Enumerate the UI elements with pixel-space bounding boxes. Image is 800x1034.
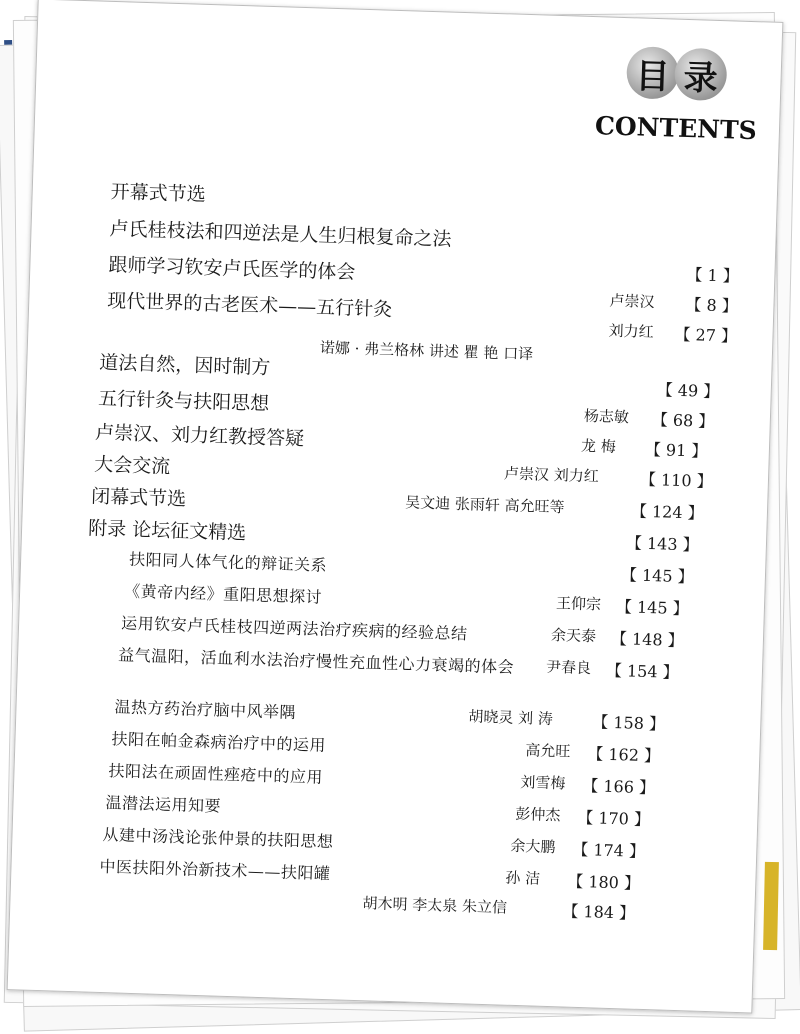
entry-title: 道法自然，因时制方: [99, 351, 271, 380]
entry-page: 【 145 】: [615, 596, 689, 619]
entry-page: 【 174 】: [572, 839, 646, 862]
entry-author: 王仰宗: [555, 594, 602, 614]
entry-title: 卢崇汉、刘力红教授答疑: [94, 421, 305, 451]
contents-page: [7, 0, 784, 1013]
entry-author: 杨志敏: [583, 406, 630, 427]
entry-page: 【 91 】: [644, 439, 708, 461]
entry-page: 【 8 】: [685, 295, 739, 316]
entry-title: 温潜法运用知要: [105, 793, 222, 816]
entry-page: 【 180 】: [567, 871, 641, 893]
entry-page: 【 166 】: [582, 776, 656, 798]
entry-title: 大会交流: [93, 453, 171, 478]
entry-author: 余天泰: [550, 625, 597, 646]
entry-page: 【 110 】: [639, 469, 713, 491]
entry-title: 扶阳同人体气化的辩证关系: [128, 549, 328, 575]
entry-author: 彭仲杰: [515, 804, 561, 825]
entry-title: 中医扶阳外治新技术——扶阳罐: [99, 856, 331, 884]
entry-author: 刘力红: [608, 321, 654, 342]
entry-author: 高允旺: [525, 741, 571, 761]
entry-author: 诺娜 · 弗兰格林 讲述 瞿 艳 口译: [319, 338, 534, 364]
entry-title: 卢氏桂枝法和四逆法是人生归根复命之法: [109, 217, 452, 251]
book-edge-yellow: [763, 862, 779, 950]
entry-page: 【 148 】: [610, 628, 684, 651]
entry-author: 刘雪梅: [520, 773, 566, 793]
entry-title: 扶阳法在顽固性痤疮中的应用: [108, 761, 324, 787]
entry-page: 【 162 】: [587, 744, 661, 766]
heading-char-lu: 录: [682, 57, 719, 99]
entry-page: 【 158 】: [592, 712, 666, 734]
entry-page: 【 49 】: [656, 380, 720, 402]
entry-title: 扶阳在帕金森病治疗中的运用: [111, 729, 327, 755]
entry-title: 益气温阳，活血利水法治疗慢性充血性心力衰竭的体会: [117, 645, 515, 677]
entry-page: 【 184 】: [562, 901, 636, 923]
toc-heading: [594, 45, 768, 170]
entry-title: 现代世界的古老医术——五行针灸: [106, 289, 393, 321]
entry-page: 【 154 】: [605, 660, 679, 682]
entry-title: 从建中汤浅论张仲景的扶阳思想: [102, 824, 334, 852]
entry-title: 《黄帝内经》重阳思想探讨: [123, 581, 323, 607]
entry-page: 【 27 】: [674, 324, 738, 346]
entry-page: 【 1 】: [686, 265, 740, 286]
heading-char-mu: 目: [635, 55, 671, 97]
entry-title: 运用钦安卢氏桂枝四逆两法治疗疾病的经验总结: [120, 613, 468, 644]
entry-page: 【 68 】: [651, 410, 715, 431]
entry-author: 吴文迪 张雨轩 高允旺等: [404, 493, 565, 517]
entry-title: 跟师学习钦安卢氏医学的体会: [108, 253, 356, 284]
entry-title: 闭幕式节选: [90, 485, 187, 511]
entry-author: 卢崇汉: [609, 291, 655, 312]
entry-title: 温热方药治疗脑中风举隅: [114, 697, 297, 722]
heading-char-circle: [626, 46, 680, 100]
entry-author: 尹春良: [545, 657, 592, 678]
entry-author: 孙 洁: [505, 868, 541, 888]
entry-title: 开幕式节选: [110, 180, 207, 206]
entry-title: 五行针灸与扶阳思想: [97, 387, 270, 415]
heading-english: CONTENTS: [594, 111, 758, 146]
heading-char-circle: [674, 48, 728, 102]
entry-author: 卢崇汉 刘力红: [503, 464, 600, 486]
entry-page: 【 170 】: [577, 807, 651, 830]
entry-title: 附录 论坛征文精选: [87, 517, 247, 545]
entry-page: 【 145 】: [620, 565, 694, 587]
entry-author: 胡木明 李太泉 朱立信: [362, 894, 508, 917]
entry-page: 【 124 】: [630, 501, 704, 523]
entry-author: 余大鹏: [510, 836, 556, 857]
entry-page: 【 143 】: [625, 533, 699, 555]
entry-author: 胡晓灵 刘 涛: [468, 707, 554, 729]
entry-author: 龙 梅: [580, 436, 617, 456]
